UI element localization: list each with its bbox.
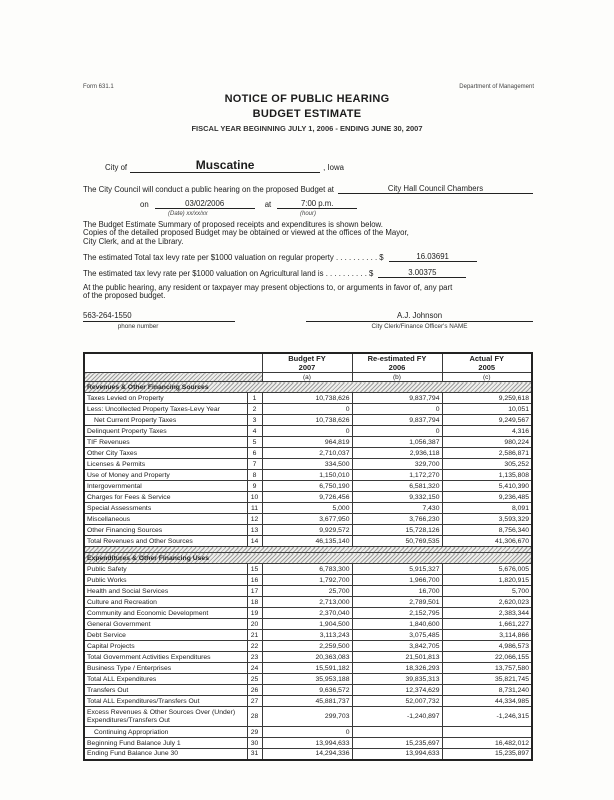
value-actual-fy2005: 5,410,390 bbox=[442, 481, 532, 492]
value-actual-fy2005: 8,731,240 bbox=[442, 685, 532, 696]
value-reestimated-fy2006: 21,501,813 bbox=[352, 652, 442, 663]
date-format-hint: (Date) xx/xx/xx bbox=[168, 211, 208, 217]
row-label: Less: Uncollected Property Taxes-Levy Year bbox=[84, 404, 247, 415]
row-label: Use of Money and Property bbox=[84, 470, 247, 481]
value-reestimated-fy2006: 39,835,313 bbox=[352, 674, 442, 685]
value-actual-fy2005: 1,820,915 bbox=[442, 575, 532, 586]
row-number: 9 bbox=[247, 481, 262, 492]
row-number: 8 bbox=[247, 470, 262, 481]
city-line bbox=[105, 158, 344, 173]
section-header-label: Revenues & Other Financing Sources bbox=[84, 382, 532, 393]
value-budget-fy2007: 46,135,140 bbox=[262, 536, 352, 547]
header-blank-cell bbox=[84, 353, 262, 373]
value-budget-fy2007: 2,713,000 bbox=[262, 597, 352, 608]
table-row bbox=[84, 459, 532, 470]
table-row bbox=[84, 575, 532, 586]
row-number: 30 bbox=[247, 738, 262, 749]
levy-regular-value: 16.03691 bbox=[389, 252, 477, 262]
value-budget-fy2007: 2,259,500 bbox=[262, 641, 352, 652]
value-reestimated-fy2006: 1,056,387 bbox=[352, 437, 442, 448]
row-number: 20 bbox=[247, 619, 262, 630]
row-label: TIF Revenues bbox=[84, 437, 247, 448]
value-reestimated-fy2006: 18,326,293 bbox=[352, 663, 442, 674]
value-actual-fy2005: 4,316 bbox=[442, 426, 532, 437]
row-label: Total ALL Expenditures/Transfers Out bbox=[84, 696, 247, 707]
value-actual-fy2005: 4,986,573 bbox=[442, 641, 532, 652]
table-row bbox=[84, 674, 532, 685]
row-label: Ending Fund Balance June 30 bbox=[84, 749, 247, 760]
row-number: 7 bbox=[247, 459, 262, 470]
fiscal-year-line: FISCAL YEAR BEGINNING JULY 1, 2006 - ENDING JUNE 30, 2007 bbox=[191, 124, 423, 133]
clerk-signature-block bbox=[306, 311, 533, 330]
value-reestimated-fy2006: -1,240,897 bbox=[352, 707, 442, 727]
value-actual-fy2005: 13,757,580 bbox=[442, 663, 532, 674]
row-number: 15 bbox=[247, 564, 262, 575]
phone-number-label: phone number bbox=[117, 323, 159, 330]
value-budget-fy2007: 13,994,633 bbox=[262, 738, 352, 749]
objections-paragraph bbox=[83, 284, 535, 301]
value-reestimated-fy2006: 2,152,795 bbox=[352, 608, 442, 619]
row-number: 29 bbox=[247, 727, 262, 738]
value-actual-fy2005: 2,383,344 bbox=[442, 608, 532, 619]
value-actual-fy2005: 8,756,340 bbox=[442, 525, 532, 536]
table-row bbox=[84, 696, 532, 707]
levy-agricultural-label: The estimated tax levy rate per $1000 valuation on Agricultural land is . . . . . . . . . . $ bbox=[83, 269, 374, 278]
row-label: Business Type / Enterprises bbox=[84, 663, 247, 674]
levy-agricultural-value: 3.00375 bbox=[378, 268, 466, 278]
table-row bbox=[84, 749, 532, 760]
header-line: Actual FY bbox=[469, 354, 505, 363]
value-actual-fy2005: 2,620,023 bbox=[442, 597, 532, 608]
header-line: 2005 bbox=[478, 363, 496, 372]
value-actual-fy2005: 1,661,227 bbox=[442, 619, 532, 630]
row-number: 16 bbox=[247, 575, 262, 586]
table-row bbox=[84, 630, 532, 641]
value-budget-fy2007: 14,294,336 bbox=[262, 749, 352, 760]
budget-estimate-title: BUDGET ESTIMATE bbox=[252, 108, 362, 120]
row-label: Total Government Activities Expenditures bbox=[84, 652, 247, 663]
row-label: Health and Social Services bbox=[84, 586, 247, 597]
row-label: Intergovernmental bbox=[84, 481, 247, 492]
value-actual-fy2005: 44,334,985 bbox=[442, 696, 532, 707]
section-header-label: Expenditures & Other Financing Uses bbox=[84, 553, 532, 564]
column-letter-b: (b) bbox=[352, 373, 442, 382]
row-number: 23 bbox=[247, 652, 262, 663]
table-row bbox=[84, 481, 532, 492]
table-row bbox=[84, 727, 532, 738]
table-row bbox=[84, 641, 532, 652]
row-number: 11 bbox=[247, 503, 262, 514]
value-budget-fy2007: 5,000 bbox=[262, 503, 352, 514]
value-actual-fy2005: 8,091 bbox=[442, 503, 532, 514]
value-reestimated-fy2006: 1,172,270 bbox=[352, 470, 442, 481]
value-budget-fy2007: 299,703 bbox=[262, 707, 352, 727]
paragraph-line: City Clerk, and at the Library. bbox=[83, 236, 184, 246]
header-line: Re-estimated FY bbox=[367, 354, 427, 363]
clerk-name: A.J. Johnson bbox=[306, 311, 533, 322]
row-number: 10 bbox=[247, 492, 262, 503]
header-budget-fy2007 bbox=[262, 353, 352, 373]
value-budget-fy2007: 9,726,456 bbox=[262, 492, 352, 503]
date-time-line bbox=[140, 199, 357, 209]
row-label: Continuing Appropriation bbox=[84, 727, 247, 738]
column-letter-c: (c) bbox=[442, 373, 532, 382]
paragraph-line: Copies of the detailed proposed Budget may be obtained or viewed at the offices of the Mayor, bbox=[83, 228, 409, 238]
levy-agricultural-line bbox=[83, 268, 466, 278]
form-number: Form 631.1 bbox=[83, 84, 114, 90]
value-actual-fy2005: 5,676,005 bbox=[442, 564, 532, 575]
value-budget-fy2007: 334,500 bbox=[262, 459, 352, 470]
row-label: Charges for Fees & Service bbox=[84, 492, 247, 503]
table-row bbox=[84, 707, 532, 727]
hearing-text: The City Council will conduct a public hearing on the proposed Budget at bbox=[83, 185, 334, 194]
budget-estimate-table bbox=[83, 352, 533, 761]
value-reestimated-fy2006: 9,837,794 bbox=[352, 393, 442, 404]
row-number: 13 bbox=[247, 525, 262, 536]
value-reestimated-fy2006: 13,994,633 bbox=[352, 749, 442, 760]
value-reestimated-fy2006: 15,728,126 bbox=[352, 525, 442, 536]
row-number: 12 bbox=[247, 514, 262, 525]
value-actual-fy2005: 305,252 bbox=[442, 459, 532, 470]
city-of-label: City of bbox=[105, 163, 128, 172]
header-reestimated-fy2006 bbox=[352, 353, 442, 373]
value-actual-fy2005 bbox=[442, 727, 532, 738]
table-row bbox=[84, 564, 532, 575]
row-number: 28 bbox=[247, 707, 262, 727]
value-reestimated-fy2006: 7,430 bbox=[352, 503, 442, 514]
value-budget-fy2007: 6,783,300 bbox=[262, 564, 352, 575]
row-number: 1 bbox=[247, 393, 262, 404]
hatched-cell bbox=[84, 373, 262, 382]
value-reestimated-fy2006: 9,837,794 bbox=[352, 415, 442, 426]
table-row bbox=[84, 652, 532, 663]
section-header-row bbox=[84, 382, 532, 393]
value-actual-fy2005: 10,051 bbox=[442, 404, 532, 415]
value-budget-fy2007: 6,750,190 bbox=[262, 481, 352, 492]
row-number: 21 bbox=[247, 630, 262, 641]
value-actual-fy2005: 9,249,567 bbox=[442, 415, 532, 426]
value-reestimated-fy2006: 52,007,732 bbox=[352, 696, 442, 707]
row-label: Other Financing Sources bbox=[84, 525, 247, 536]
table-row bbox=[84, 525, 532, 536]
value-reestimated-fy2006: 329,700 bbox=[352, 459, 442, 470]
row-number: 24 bbox=[247, 663, 262, 674]
paragraph-line: At the public hearing, any resident or taxpayer may present objections to, or arguments in favor of, any part bbox=[83, 283, 453, 292]
at-label: at bbox=[264, 200, 272, 209]
value-budget-fy2007: 2,710,037 bbox=[262, 448, 352, 459]
table-row bbox=[84, 437, 532, 448]
value-actual-fy2005: 35,821,745 bbox=[442, 674, 532, 685]
value-actual-fy2005: 16,482,012 bbox=[442, 738, 532, 749]
row-number: 19 bbox=[247, 608, 262, 619]
row-label: General Government bbox=[84, 619, 247, 630]
value-budget-fy2007: 3,677,950 bbox=[262, 514, 352, 525]
hearing-date-field: 03/02/2006 bbox=[155, 199, 255, 209]
value-reestimated-fy2006: 2,789,501 bbox=[352, 597, 442, 608]
hearing-line bbox=[83, 184, 533, 194]
clerk-name-label: City Clerk/Finance Officer's NAME bbox=[371, 323, 468, 330]
row-label: Licenses & Permits bbox=[84, 459, 247, 470]
value-budget-fy2007: 1,792,700 bbox=[262, 575, 352, 586]
table-row bbox=[84, 448, 532, 459]
value-reestimated-fy2006: 0 bbox=[352, 426, 442, 437]
value-budget-fy2007: 0 bbox=[262, 426, 352, 437]
value-reestimated-fy2006: 1,966,700 bbox=[352, 575, 442, 586]
row-number: 5 bbox=[247, 437, 262, 448]
hour-format-hint: (hour) bbox=[300, 211, 317, 217]
phone-number: 563-264-1550 bbox=[83, 311, 235, 322]
hearing-location-field: City Hall Council Chambers bbox=[338, 184, 533, 194]
value-budget-fy2007: 15,591,182 bbox=[262, 663, 352, 674]
row-label: Taxes Levied on Property bbox=[84, 393, 247, 404]
table-row bbox=[84, 597, 532, 608]
table-row bbox=[84, 663, 532, 674]
value-budget-fy2007: 2,370,040 bbox=[262, 608, 352, 619]
value-actual-fy2005: 980,224 bbox=[442, 437, 532, 448]
table-row bbox=[84, 619, 532, 630]
value-budget-fy2007: 45,881,737 bbox=[262, 696, 352, 707]
value-reestimated-fy2006: 16,700 bbox=[352, 586, 442, 597]
column-letter-a: (a) bbox=[262, 373, 352, 382]
department-label: Department of Management bbox=[459, 84, 534, 90]
value-actual-fy2005: 15,235,897 bbox=[442, 749, 532, 760]
on-label: on bbox=[140, 200, 149, 209]
row-label: Total ALL Expenditures bbox=[84, 674, 247, 685]
value-reestimated-fy2006: 2,936,118 bbox=[352, 448, 442, 459]
value-budget-fy2007: 0 bbox=[262, 404, 352, 415]
value-budget-fy2007: 9,929,572 bbox=[262, 525, 352, 536]
value-reestimated-fy2006: 3,766,230 bbox=[352, 514, 442, 525]
notice-title: NOTICE OF PUBLIC HEARING bbox=[224, 93, 390, 105]
phone-signature-block bbox=[83, 311, 235, 330]
budget-table-body bbox=[84, 382, 532, 760]
row-label: Beginning Fund Balance July 1 bbox=[84, 738, 247, 749]
value-reestimated-fy2006: 9,332,150 bbox=[352, 492, 442, 503]
value-budget-fy2007: 10,738,626 bbox=[262, 415, 352, 426]
row-label: Other City Taxes bbox=[84, 448, 247, 459]
iowa-label: , Iowa bbox=[323, 163, 344, 172]
table-row bbox=[84, 738, 532, 749]
value-actual-fy2005: 41,306,670 bbox=[442, 536, 532, 547]
value-reestimated-fy2006: 12,374,629 bbox=[352, 685, 442, 696]
value-reestimated-fy2006 bbox=[352, 727, 442, 738]
value-reestimated-fy2006: 3,842,705 bbox=[352, 641, 442, 652]
row-label: Net Current Property Taxes bbox=[84, 415, 247, 426]
value-reestimated-fy2006: 5,915,327 bbox=[352, 564, 442, 575]
row-number: 25 bbox=[247, 674, 262, 685]
row-label: Excess Revenues & Other Sources Over (Under) Expenditures/Transfers Out bbox=[84, 707, 247, 727]
value-budget-fy2007: 9,636,572 bbox=[262, 685, 352, 696]
row-number: 14 bbox=[247, 536, 262, 547]
value-budget-fy2007: 0 bbox=[262, 727, 352, 738]
value-actual-fy2005: 2,586,871 bbox=[442, 448, 532, 459]
table-row bbox=[84, 426, 532, 437]
row-number: 22 bbox=[247, 641, 262, 652]
value-reestimated-fy2006: 3,075,485 bbox=[352, 630, 442, 641]
row-number: 18 bbox=[247, 597, 262, 608]
table-row bbox=[84, 586, 532, 597]
table-row bbox=[84, 503, 532, 514]
value-budget-fy2007: 10,738,626 bbox=[262, 393, 352, 404]
table-row bbox=[84, 415, 532, 426]
levy-regular-line bbox=[83, 252, 477, 262]
city-name-field: Muscatine bbox=[130, 158, 320, 173]
table-row bbox=[84, 685, 532, 696]
value-budget-fy2007: 1,904,500 bbox=[262, 619, 352, 630]
row-label: Debt Service bbox=[84, 630, 247, 641]
row-label: Public Works bbox=[84, 575, 247, 586]
row-label: Total Revenues and Other Sources bbox=[84, 536, 247, 547]
value-reestimated-fy2006: 15,235,697 bbox=[352, 738, 442, 749]
column-letter-row bbox=[84, 373, 532, 382]
row-number: 6 bbox=[247, 448, 262, 459]
value-reestimated-fy2006: 50,769,535 bbox=[352, 536, 442, 547]
row-label: Culture and Recreation bbox=[84, 597, 247, 608]
paragraph-line: The Budget Estimate Summary of proposed receipts and expenditures is shown below. bbox=[83, 220, 383, 229]
table-row bbox=[84, 514, 532, 525]
row-label: Special Assessments bbox=[84, 503, 247, 514]
table-row bbox=[84, 404, 532, 415]
row-label: Capital Projects bbox=[84, 641, 247, 652]
value-budget-fy2007: 20,363,083 bbox=[262, 652, 352, 663]
row-number: 4 bbox=[247, 426, 262, 437]
row-number: 26 bbox=[247, 685, 262, 696]
row-label: Public Safety bbox=[84, 564, 247, 575]
row-label: Miscellaneous bbox=[84, 514, 247, 525]
value-actual-fy2005: 3,114,866 bbox=[442, 630, 532, 641]
section-header-row bbox=[84, 553, 532, 564]
header-line: Budget FY bbox=[288, 354, 326, 363]
value-actual-fy2005: -1,246,315 bbox=[442, 707, 532, 727]
table-row bbox=[84, 393, 532, 404]
table-header-row bbox=[84, 353, 532, 373]
header-actual-fy2005 bbox=[442, 353, 532, 373]
value-reestimated-fy2006: 1,840,600 bbox=[352, 619, 442, 630]
header-line: 2007 bbox=[298, 363, 316, 372]
row-label: Transfers Out bbox=[84, 685, 247, 696]
value-budget-fy2007: 964,819 bbox=[262, 437, 352, 448]
value-budget-fy2007: 3,113,243 bbox=[262, 630, 352, 641]
row-number: 3 bbox=[247, 415, 262, 426]
value-actual-fy2005: 5,700 bbox=[442, 586, 532, 597]
value-budget-fy2007: 1,150,010 bbox=[262, 470, 352, 481]
levy-regular-label: The estimated Total tax levy rate per $1000 valuation on regular property . . . . . . . . . . $ bbox=[83, 253, 384, 262]
value-actual-fy2005: 3,593,329 bbox=[442, 514, 532, 525]
table-row bbox=[84, 608, 532, 619]
paragraph-line: of the proposed budget. bbox=[83, 291, 166, 301]
value-budget-fy2007: 25,700 bbox=[262, 586, 352, 597]
value-budget-fy2007: 35,953,188 bbox=[262, 674, 352, 685]
hearing-time-field: 7:00 p.m. bbox=[277, 199, 357, 209]
value-actual-fy2005: 9,236,485 bbox=[442, 492, 532, 503]
row-number: 27 bbox=[247, 696, 262, 707]
table-row bbox=[84, 470, 532, 481]
table-row bbox=[84, 492, 532, 503]
row-label: Delinquent Property Taxes bbox=[84, 426, 247, 437]
value-reestimated-fy2006: 6,581,320 bbox=[352, 481, 442, 492]
value-actual-fy2005: 1,135,808 bbox=[442, 470, 532, 481]
row-number: 31 bbox=[247, 749, 262, 760]
value-reestimated-fy2006: 0 bbox=[352, 404, 442, 415]
value-actual-fy2005: 9,259,618 bbox=[442, 393, 532, 404]
value-actual-fy2005: 22,066,155 bbox=[442, 652, 532, 663]
row-number: 17 bbox=[247, 586, 262, 597]
table-row bbox=[84, 536, 532, 547]
budget-summary-paragraph bbox=[83, 221, 535, 246]
header-line: 2006 bbox=[388, 363, 406, 372]
row-label: Community and Economic Development bbox=[84, 608, 247, 619]
row-number: 2 bbox=[247, 404, 262, 415]
